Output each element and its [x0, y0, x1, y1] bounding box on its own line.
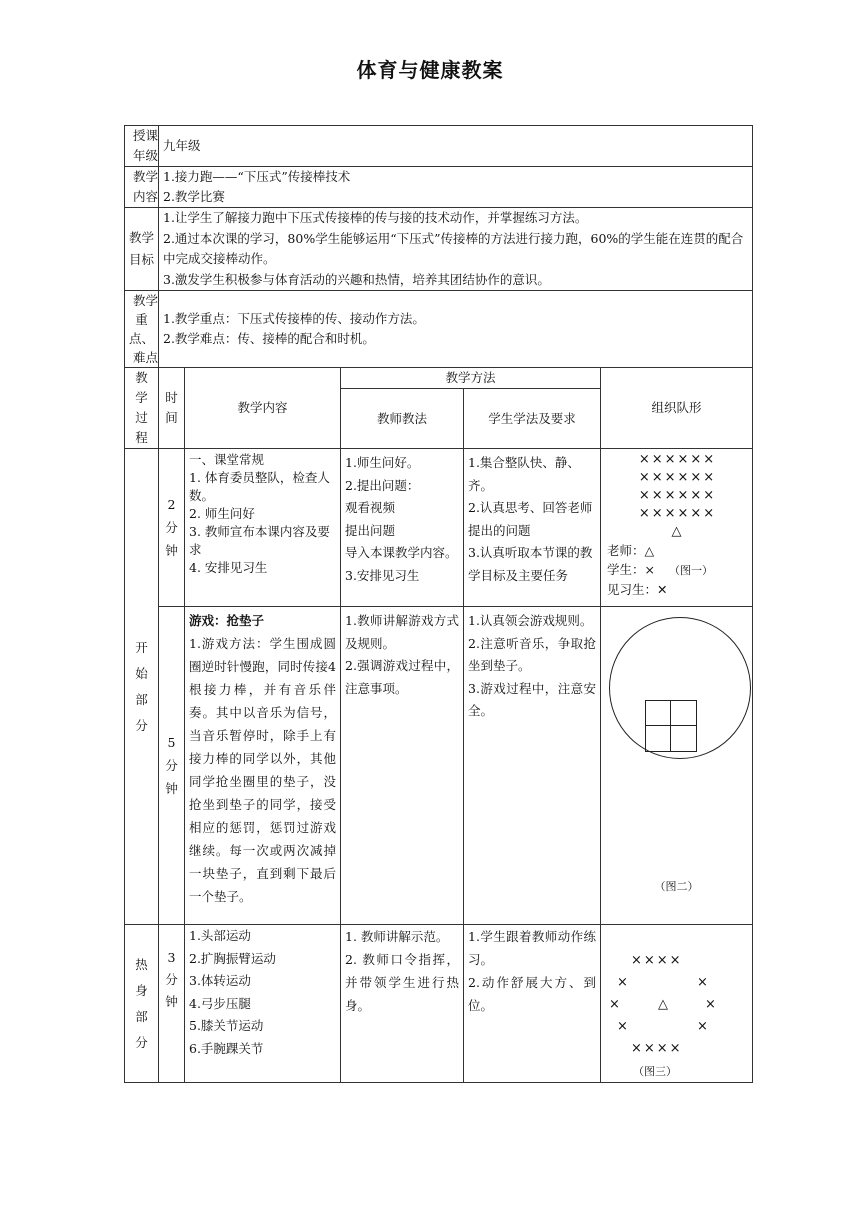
goals-value: 1.让学生了解接力跑中下压式传接棒的传与接的技术动作，并掌握练习方法。 2.通过本次课的学习，80%学生能够运用“下压式”传接棒的方法进行接力跑，60%的学生能在连贯的配合中完成交接棒动作。 3.激发学生积极参与体育活动的兴趣和热情，培养其团结协作的意识。 — [159, 208, 753, 291]
start-row1-time: 2分钟 — [159, 449, 185, 607]
start-row1-teacher: 1.师生问好。 2.提出问题： 观看视频 提出问题 导入本课教学内容。 3.安排见习生 — [341, 449, 464, 607]
grade-value: 九年级 — [159, 126, 753, 167]
warmup-content: 1.头部运动 2.扩胸振臂运动 3.体转运动 4.弓步压腿 5.膝关节运动 6.手腕踝关节 — [185, 925, 341, 1083]
start-row1-student: 1.集合整队快、静、齐。 2.认真思考、回答老师提出的问题 3.认真听取本节课的教学目标及主要任务 — [464, 449, 601, 607]
start-section-label: 开始部分 — [125, 449, 159, 925]
header-teacher: 教师教法 — [341, 389, 464, 449]
keypoints-label: 教 学 重点、 难 点 — [125, 291, 159, 368]
header-formation: 组织队形 — [601, 368, 753, 449]
keypoints-value: 1.教学重点：下压式传接棒的传、接动作方法。 2.教学难点：传、接棒的配合和时机。 — [159, 291, 753, 368]
page-title: 体育与健康教案 — [356, 58, 504, 82]
legend-observer: 见习生：✕ — [607, 582, 668, 597]
warmup-section-label: 热身部分 — [125, 925, 159, 1083]
grade-label: 授 课 年 级 — [125, 126, 159, 167]
mat-square — [645, 700, 697, 752]
content-label: 教 学 内 容 — [125, 167, 159, 208]
header-method: 教学方法 — [341, 368, 601, 389]
legend-student: 学生：× （图一） — [607, 562, 713, 577]
start-row2-content: 游戏：抢垫子 1.游戏方法：学生围成圆圈逆时针慢跑，同时传接4根接力棒，并有音乐伴奏。其中以音乐为信号，当音乐暂停时，除手上有接力棒的同学以外，其他同学抢坐圈里的垫子，没抢坐到垫子的同学，接受相应的惩罚，惩罚过游戏继续。每一次或两次减掉一块垫子，直到剩下最后一个垫子。 — [185, 607, 341, 925]
teacher-mark: △ — [671, 524, 684, 539]
formation-grid: ×××××× ×××××× ×××××× ×××××× △ — [607, 451, 748, 541]
start-row2-teacher: 1.教师讲解游戏方式及规则。 2.强调游戏过程中，注意事项。 — [341, 607, 464, 925]
fig3-label: （图三） — [633, 1065, 677, 1078]
legend-teacher: 老师：△ — [607, 543, 655, 558]
warmup-time: 3分钟 — [159, 925, 185, 1083]
lesson-plan-table — [124, 125, 753, 1083]
start-row2-formation — [601, 607, 753, 925]
warmup-student: 1.学生跟着教师动作练习。 2.动作舒展大方、到位。 — [464, 925, 601, 1083]
start-row1-formation — [601, 449, 753, 607]
game-title: 游戏：抢垫子 — [189, 613, 265, 628]
content-value: 1.接力跑——“下压式”传接棒技术 2.教学比赛 — [159, 167, 753, 208]
start-row2-time: 5分钟 — [159, 607, 185, 925]
goals-label: 教学 目标 — [125, 208, 159, 291]
warmup-teacher-mark: △ — [658, 997, 668, 1012]
header-time: 时间 — [159, 368, 185, 449]
header-teach-content: 教学内容 — [185, 368, 341, 449]
start-row1-content: 一、课堂常规 1. 体育委员整队，检查人数。 2. 师生问好 3. 教师宣布本课内容及要求 4. 安排见习生 — [185, 449, 341, 607]
header-process: 教学过程 — [125, 368, 159, 449]
fig2-label: （图二） — [654, 880, 699, 893]
warmup-formation: ×××× × × × △ × × × ×××× （图三） — [601, 925, 753, 1083]
warmup-teacher: 1. 教师讲解示范。 2. 教师口令指挥，并带领学生进行热身。 — [341, 925, 464, 1083]
header-student: 学生学法及要求 — [464, 389, 601, 449]
start-row2-student: 1.认真领会游戏规则。 2.注意听音乐，争取抢坐到垫子。 3.游戏过程中，注意安全。 — [464, 607, 601, 925]
